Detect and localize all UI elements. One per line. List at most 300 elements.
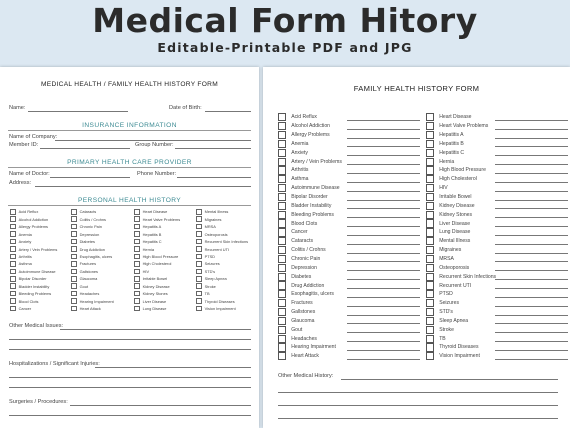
dob-field[interactable] xyxy=(205,111,251,112)
family-condition-notes-field[interactable] xyxy=(495,235,568,236)
family-condition-checkbox[interactable] xyxy=(426,211,434,219)
condition-label: Bipolar Disorder xyxy=(18,276,47,282)
condition-label: Heart Attack xyxy=(79,306,101,312)
company-label: Name of Company: xyxy=(9,134,58,140)
other-issues-field[interactable] xyxy=(9,339,251,340)
condition-label: Recurrent UTI xyxy=(204,246,230,252)
family-condition-notes-field[interactable] xyxy=(347,208,420,209)
family-condition-label: Glaucoma xyxy=(291,317,315,324)
family-condition-notes-field[interactable] xyxy=(495,217,568,218)
family-condition-checkbox[interactable] xyxy=(278,158,286,166)
condition-checkbox[interactable] xyxy=(196,216,202,222)
condition-checkbox[interactable] xyxy=(10,306,16,312)
surgeries-field[interactable] xyxy=(9,415,251,416)
condition-label: Gout xyxy=(79,283,89,289)
family-condition-checkbox[interactable] xyxy=(278,246,286,254)
family-condition-checkbox[interactable] xyxy=(426,175,434,183)
condition-item xyxy=(134,208,167,216)
condition-checkbox[interactable] xyxy=(196,224,202,230)
family-condition-row xyxy=(426,281,568,290)
condition-label: Artery / Vein Problems xyxy=(18,246,58,252)
family-condition-checkbox[interactable] xyxy=(426,352,434,360)
family-condition-notes-field[interactable] xyxy=(495,306,568,307)
family-condition-checkbox[interactable] xyxy=(426,290,434,298)
family-condition-checkbox[interactable] xyxy=(426,228,434,236)
condition-item xyxy=(10,230,32,238)
family-condition-row xyxy=(426,202,568,211)
family-condition-label: Esophagitis, ulcers xyxy=(291,291,334,298)
condition-checkbox[interactable] xyxy=(196,283,202,289)
condition-checkbox[interactable] xyxy=(134,209,140,215)
condition-checkbox[interactable] xyxy=(71,246,77,252)
family-condition-notes-field[interactable] xyxy=(347,200,420,201)
condition-checkbox[interactable] xyxy=(10,291,16,297)
family-condition-notes-field[interactable] xyxy=(347,129,420,130)
condition-checkbox[interactable] xyxy=(134,224,140,230)
condition-checkbox[interactable] xyxy=(71,291,77,297)
condition-checkbox[interactable] xyxy=(196,239,202,245)
family-condition-notes-field[interactable] xyxy=(347,323,420,324)
condition-label: High Cholesterol xyxy=(142,261,172,267)
condition-checkbox[interactable] xyxy=(71,261,77,267)
family-condition-notes-field[interactable] xyxy=(495,315,568,316)
doctor-field[interactable] xyxy=(50,177,130,178)
condition-checkbox[interactable] xyxy=(134,306,140,312)
family-condition-label: Fractures xyxy=(291,300,313,307)
family-condition-checkbox[interactable] xyxy=(278,113,286,121)
family-condition-checkbox[interactable] xyxy=(426,140,434,148)
family-condition-checkbox[interactable] xyxy=(426,184,434,192)
condition-label: Recurrent Skin Infections xyxy=(204,239,249,245)
family-condition-row xyxy=(426,299,568,308)
family-condition-checkbox[interactable] xyxy=(426,308,434,316)
family-condition-row xyxy=(426,210,568,219)
family-condition-checkbox[interactable] xyxy=(426,158,434,166)
family-condition-checkbox[interactable] xyxy=(426,202,434,210)
condition-label: Liver Disease xyxy=(142,298,167,304)
family-condition-checkbox[interactable] xyxy=(278,290,286,298)
family-condition-checkbox[interactable] xyxy=(426,326,434,334)
family-condition-row xyxy=(278,272,420,281)
family-condition-row xyxy=(278,228,420,237)
family-condition-row xyxy=(278,122,420,131)
condition-checkbox[interactable] xyxy=(71,269,77,275)
condition-checkbox[interactable] xyxy=(196,276,202,282)
other-issues-field[interactable] xyxy=(60,329,251,330)
family-condition-notes-field[interactable] xyxy=(495,138,568,139)
condition-checkbox[interactable] xyxy=(196,291,202,297)
condition-label: Alcohol Addiction xyxy=(18,216,49,222)
family-condition-checkbox[interactable] xyxy=(426,237,434,245)
family-condition-checkbox[interactable] xyxy=(426,317,434,325)
family-condition-notes-field[interactable] xyxy=(495,297,568,298)
family-condition-checkbox[interactable] xyxy=(278,335,286,343)
family-condition-notes-field[interactable] xyxy=(495,208,568,209)
dob-label: Date of Birth: xyxy=(169,105,202,111)
condition-checkbox[interactable] xyxy=(134,254,140,260)
family-condition-checkbox[interactable] xyxy=(426,166,434,174)
family-condition-notes-field[interactable] xyxy=(347,173,420,174)
family-condition-notes-field[interactable] xyxy=(347,261,420,262)
family-condition-checkbox[interactable] xyxy=(426,343,434,351)
address-field[interactable] xyxy=(35,186,251,187)
family-condition-notes-field[interactable] xyxy=(347,164,420,165)
family-condition-checkbox[interactable] xyxy=(278,281,286,289)
family-condition-checkbox[interactable] xyxy=(426,335,434,343)
family-condition-checkbox[interactable] xyxy=(278,308,286,316)
condition-checkbox[interactable] xyxy=(134,269,140,275)
condition-item xyxy=(196,290,210,298)
family-condition-notes-field[interactable] xyxy=(495,120,568,121)
family-condition-notes-field[interactable] xyxy=(495,279,568,280)
family-condition-label: Allergy Problems xyxy=(291,132,330,139)
condition-item xyxy=(10,275,47,283)
family-condition-checkbox[interactable] xyxy=(278,219,286,227)
family-condition-checkbox[interactable] xyxy=(426,264,434,272)
family-condition-row xyxy=(278,219,420,228)
family-condition-notes-field[interactable] xyxy=(495,261,568,262)
condition-checkbox[interactable] xyxy=(10,209,16,215)
family-condition-label: Heart Valve Problems xyxy=(439,123,489,130)
condition-item xyxy=(10,305,31,313)
family-condition-label: Cataracts xyxy=(291,238,313,245)
family-condition-notes-field[interactable] xyxy=(495,332,568,333)
family-condition-checkbox[interactable] xyxy=(278,317,286,325)
company-field[interactable] xyxy=(55,140,251,141)
other-history-field[interactable] xyxy=(278,418,558,419)
condition-checkbox[interactable] xyxy=(196,306,202,312)
condition-checkbox[interactable] xyxy=(71,283,77,289)
phone-field[interactable] xyxy=(177,177,251,178)
condition-checkbox[interactable] xyxy=(10,246,16,252)
family-condition-checkbox[interactable] xyxy=(426,113,434,121)
family-condition-notes-field[interactable] xyxy=(347,146,420,147)
family-condition-notes-field[interactable] xyxy=(347,306,420,307)
condition-item xyxy=(134,223,161,231)
condition-checkbox[interactable] xyxy=(196,254,202,260)
condition-label: Osteoporosis xyxy=(204,231,228,237)
condition-item xyxy=(134,253,178,261)
family-condition-notes-field[interactable] xyxy=(347,235,420,236)
condition-checkbox[interactable] xyxy=(10,224,16,230)
family-condition-checkbox[interactable] xyxy=(278,140,286,148)
condition-label: PTSD xyxy=(204,253,215,259)
family-condition-label: Kidney Disease xyxy=(439,202,475,209)
condition-item xyxy=(10,297,39,305)
condition-checkbox[interactable] xyxy=(10,269,16,275)
condition-label: HIV xyxy=(142,268,150,274)
family-condition-row xyxy=(426,122,568,131)
family-condition-label: Heart Disease xyxy=(439,114,472,121)
family-condition-label: Anemia xyxy=(291,140,309,147)
condition-label: Gallstones xyxy=(79,268,98,274)
condition-checkbox[interactable] xyxy=(71,306,77,312)
family-condition-checkbox[interactable] xyxy=(426,246,434,254)
condition-checkbox[interactable] xyxy=(196,269,202,275)
member-id-field[interactable] xyxy=(40,148,130,149)
family-condition-checkbox[interactable] xyxy=(426,219,434,227)
banner xyxy=(0,0,570,66)
family-condition-checkbox[interactable] xyxy=(426,131,434,139)
condition-item xyxy=(10,260,32,268)
provider-section-title: PRIMARY HEALTH CARE PROVIDER xyxy=(67,159,192,166)
family-condition-checkbox[interactable] xyxy=(278,193,286,201)
family-condition-row xyxy=(278,237,420,246)
family-condition-label: Colitis / Crohns xyxy=(291,247,326,254)
family-condition-notes-field[interactable] xyxy=(347,359,420,360)
family-condition-notes-field[interactable] xyxy=(495,270,568,271)
family-condition-notes-field[interactable] xyxy=(347,279,420,280)
family-condition-notes-field[interactable] xyxy=(495,350,568,351)
condition-checkbox[interactable] xyxy=(196,209,202,215)
surgeries-label: Surgeries / Procedures: xyxy=(9,399,68,405)
condition-checkbox[interactable] xyxy=(134,261,140,267)
family-condition-row xyxy=(278,255,420,264)
family-condition-row xyxy=(426,193,568,202)
family-condition-label: STD's xyxy=(439,309,453,316)
family-condition-notes-field[interactable] xyxy=(495,191,568,192)
family-condition-label: Mental Illness xyxy=(439,238,471,245)
family-condition-checkbox[interactable] xyxy=(278,326,286,334)
condition-label: Chronic Pain xyxy=(79,224,102,230)
group-number-field[interactable] xyxy=(175,148,251,149)
condition-checkbox[interactable] xyxy=(71,254,77,260)
family-condition-label: Stroke xyxy=(439,326,454,333)
condition-checkbox[interactable] xyxy=(196,261,202,267)
condition-checkbox[interactable] xyxy=(10,239,16,245)
condition-item xyxy=(134,260,171,268)
family-condition-notes-field[interactable] xyxy=(347,226,420,227)
condition-item xyxy=(134,305,166,313)
family-condition-checkbox[interactable] xyxy=(278,228,286,236)
phone-label: Phone Number: xyxy=(137,171,177,177)
condition-checkbox[interactable] xyxy=(10,231,16,237)
family-condition-checkbox[interactable] xyxy=(426,122,434,130)
family-condition-notes-field[interactable] xyxy=(495,200,568,201)
family-condition-notes-field[interactable] xyxy=(347,191,420,192)
condition-checkbox[interactable] xyxy=(71,276,77,282)
condition-label: Mental Illness xyxy=(204,209,229,215)
condition-checkbox[interactable] xyxy=(134,231,140,237)
family-condition-row xyxy=(278,148,420,157)
condition-checkbox[interactable] xyxy=(10,283,16,289)
family-condition-notes-field[interactable] xyxy=(347,288,420,289)
condition-item xyxy=(10,253,32,261)
family-condition-checkbox[interactable] xyxy=(426,255,434,263)
condition-item xyxy=(10,215,48,223)
family-condition-notes-field[interactable] xyxy=(347,341,420,342)
family-condition-checkbox[interactable] xyxy=(278,184,286,192)
family-condition-row xyxy=(426,228,568,237)
family-condition-checkbox[interactable] xyxy=(426,273,434,281)
family-condition-notes-field[interactable] xyxy=(495,244,568,245)
family-condition-notes-field[interactable] xyxy=(495,359,568,360)
family-condition-label: Migraines xyxy=(439,247,462,254)
condition-checkbox[interactable] xyxy=(10,261,16,267)
family-condition-label: TB xyxy=(439,335,446,342)
family-condition-notes-field[interactable] xyxy=(495,146,568,147)
family-condition-checkbox[interactable] xyxy=(278,273,286,281)
condition-checkbox[interactable] xyxy=(71,239,77,245)
family-condition-label: High Blood Pressure xyxy=(439,167,486,174)
condition-label: Heart Valve Problems xyxy=(142,216,181,222)
condition-checkbox[interactable] xyxy=(10,254,16,260)
condition-item xyxy=(10,223,48,231)
condition-item xyxy=(134,268,149,276)
family-condition-checkbox[interactable] xyxy=(278,211,286,219)
divider xyxy=(8,130,251,131)
family-condition-notes-field[interactable] xyxy=(495,129,568,130)
family-condition-checkbox[interactable] xyxy=(278,131,286,139)
family-condition-notes-field[interactable] xyxy=(347,120,420,121)
condition-label: Lung Disease xyxy=(142,306,167,312)
family-condition-notes-field[interactable] xyxy=(495,323,568,324)
family-condition-checkbox[interactable] xyxy=(426,193,434,201)
family-condition-checkbox[interactable] xyxy=(278,343,286,351)
other-history-field[interactable] xyxy=(278,392,558,393)
family-condition-row xyxy=(426,272,568,281)
other-history-field[interactable] xyxy=(278,405,558,406)
family-condition-row xyxy=(426,325,568,334)
family-condition-notes-field[interactable] xyxy=(347,315,420,316)
condition-checkbox[interactable] xyxy=(134,276,140,282)
family-condition-notes-field[interactable] xyxy=(347,270,420,271)
family-condition-checkbox[interactable] xyxy=(278,122,286,130)
family-condition-checkbox[interactable] xyxy=(426,281,434,289)
family-condition-notes-field[interactable] xyxy=(495,253,568,254)
condition-item xyxy=(71,297,114,305)
condition-checkbox[interactable] xyxy=(134,298,140,304)
family-condition-notes-field[interactable] xyxy=(495,164,568,165)
family-condition-checkbox[interactable] xyxy=(278,255,286,263)
condition-label: Stroke xyxy=(204,283,216,289)
condition-label: Kidney Stones xyxy=(142,291,168,297)
condition-checkbox[interactable] xyxy=(134,283,140,289)
condition-label: Depression xyxy=(79,231,100,237)
family-condition-row xyxy=(426,175,568,184)
family-condition-row xyxy=(426,290,568,299)
family-condition-row xyxy=(278,131,420,140)
other-issues-field[interactable] xyxy=(9,349,251,350)
family-condition-checkbox[interactable] xyxy=(426,149,434,157)
family-condition-label: Cancer xyxy=(291,229,308,236)
family-condition-notes-field[interactable] xyxy=(495,173,568,174)
family-condition-notes-field[interactable] xyxy=(347,253,420,254)
family-condition-notes-field[interactable] xyxy=(347,138,420,139)
family-condition-row xyxy=(278,166,420,175)
family-condition-checkbox[interactable] xyxy=(278,237,286,245)
condition-item xyxy=(134,275,167,283)
family-condition-label: Hepatitis B xyxy=(439,140,464,147)
condition-checkbox[interactable] xyxy=(134,246,140,252)
condition-label: Anxiety xyxy=(18,239,32,245)
condition-label: Colitis / Crohns xyxy=(79,216,106,222)
condition-label: Hepatitis A xyxy=(142,224,162,230)
condition-checkbox[interactable] xyxy=(134,216,140,222)
condition-label: MRSA xyxy=(204,224,216,230)
family-condition-notes-field[interactable] xyxy=(347,244,420,245)
family-condition-label: Vision Impairment xyxy=(439,353,480,360)
family-condition-checkbox[interactable] xyxy=(278,202,286,210)
family-condition-label: Seizures xyxy=(439,300,460,307)
family-condition-checkbox[interactable] xyxy=(278,352,286,360)
condition-checkbox[interactable] xyxy=(134,291,140,297)
condition-checkbox[interactable] xyxy=(71,224,77,230)
condition-checkbox[interactable] xyxy=(71,298,77,304)
family-condition-checkbox[interactable] xyxy=(278,264,286,272)
hospitalizations-field[interactable] xyxy=(9,387,251,388)
family-condition-row xyxy=(426,237,568,246)
condition-label: Arthritis xyxy=(18,253,32,259)
family-condition-notes-field[interactable] xyxy=(347,297,420,298)
hospitalizations-field[interactable] xyxy=(9,377,251,378)
family-condition-row xyxy=(426,166,568,175)
condition-item xyxy=(71,305,101,313)
family-condition-checkbox[interactable] xyxy=(278,166,286,174)
condition-checkbox[interactable] xyxy=(196,246,202,252)
condition-item xyxy=(71,215,106,223)
family-condition-notes-field[interactable] xyxy=(347,332,420,333)
condition-checkbox[interactable] xyxy=(196,298,202,304)
family-condition-label: Recurrent Skin Infections xyxy=(439,273,497,280)
condition-checkbox[interactable] xyxy=(10,298,16,304)
condition-item xyxy=(71,268,98,276)
family-condition-label: Diabetes xyxy=(291,273,312,280)
family-condition-notes-field[interactable] xyxy=(495,341,568,342)
condition-checkbox[interactable] xyxy=(71,216,77,222)
family-condition-label: Artery / Vein Problems xyxy=(291,158,342,165)
name-field[interactable] xyxy=(28,111,128,112)
condition-item xyxy=(71,253,112,261)
family-condition-notes-field[interactable] xyxy=(347,217,420,218)
family-condition-checkbox[interactable] xyxy=(278,299,286,307)
family-condition-row xyxy=(426,343,568,352)
condition-checkbox[interactable] xyxy=(10,216,16,222)
family-condition-checkbox[interactable] xyxy=(426,299,434,307)
family-condition-notes-field[interactable] xyxy=(347,155,420,156)
family-condition-checkbox[interactable] xyxy=(278,149,286,157)
condition-checkbox[interactable] xyxy=(71,231,77,237)
family-condition-checkbox[interactable] xyxy=(278,175,286,183)
family-condition-notes-field[interactable] xyxy=(495,288,568,289)
condition-label: Blood Clots xyxy=(18,298,39,304)
family-condition-label: Hernia xyxy=(439,158,455,165)
condition-checkbox[interactable] xyxy=(71,209,77,215)
family-condition-label: High Cholesterol xyxy=(439,176,477,183)
family-condition-label: Liver Disease xyxy=(439,220,471,227)
condition-label: Irritable Bowel xyxy=(142,276,168,282)
family-condition-label: Gout xyxy=(291,326,303,333)
condition-checkbox[interactable] xyxy=(134,239,140,245)
other-history-field[interactable] xyxy=(341,379,558,380)
hospitalizations-field[interactable] xyxy=(95,367,251,368)
family-condition-notes-field[interactable] xyxy=(495,226,568,227)
condition-item xyxy=(10,245,57,253)
family-condition-label: Alcohol Addiction xyxy=(291,123,330,130)
condition-checkbox[interactable] xyxy=(196,231,202,237)
family-condition-label: Bipolar Disorder xyxy=(291,194,328,201)
condition-checkbox[interactable] xyxy=(10,276,16,282)
condition-label: Autoimmune Disease xyxy=(18,268,56,274)
family-condition-notes-field[interactable] xyxy=(495,182,568,183)
surgeries-field[interactable] xyxy=(70,405,251,406)
condition-label: Hepatitis B xyxy=(142,231,162,237)
family-condition-notes-field[interactable] xyxy=(347,350,420,351)
family-condition-notes-field[interactable] xyxy=(495,155,568,156)
family-condition-row xyxy=(278,246,420,255)
family-condition-row xyxy=(278,202,420,211)
family-condition-notes-field[interactable] xyxy=(347,182,420,183)
